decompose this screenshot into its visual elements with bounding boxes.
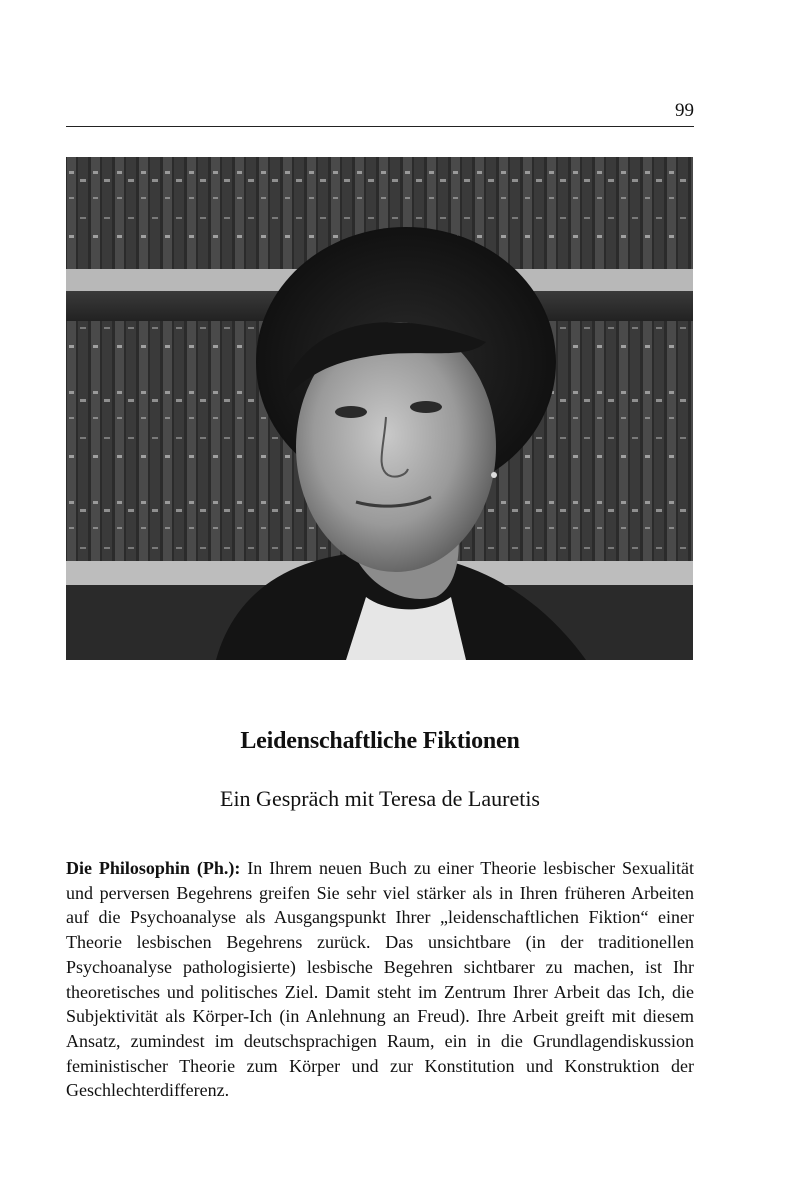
interview-text: In Ihrem neuen Buch zu einer Theorie lesbischer Sexualität und perversen Begehrens greifen Sie sehr viel stärker als in Ihren früheren Arbeiten auf die Psychoanalyse als Ausgangspunkt Ihrer „leidenschaftlichen Fiktion“ einer Theorie lesbischen Begehrens zurück. Das unsichtbare (in der traditionellen Psychoanalyse pathologisierte) lesbische Begehren sichtbarer zu machen, ist Ihr theoretisches und politisches Ziel. Damit steht im Zentrum Ihrer Arbeit das Ich, die Subjektivität als Körper-Ich (in Anlehnung an Freud). Ihre Arbeit greift mit diesem Ansatz, zumindest im deutschsprachigen Raum, ein in die Grundlagendiskussion feministischer Theorie zum Körper und zur Konstitution und Konstruktion der Geschlechterdifferenz.	[66, 858, 694, 1101]
page-number: 99	[675, 100, 694, 121]
article-title: Leidenschaftliche Fiktionen	[240, 728, 520, 754]
interview-paragraph	[66, 856, 694, 1103]
header-rule	[66, 126, 694, 127]
portrait-photo-image	[66, 157, 693, 660]
portrait-photo	[66, 157, 693, 660]
article-subtitle: Ein Gespräch mit Teresa de Lauretis	[220, 786, 540, 811]
speaker-label: Die Philosophin (Ph.):	[66, 858, 241, 878]
